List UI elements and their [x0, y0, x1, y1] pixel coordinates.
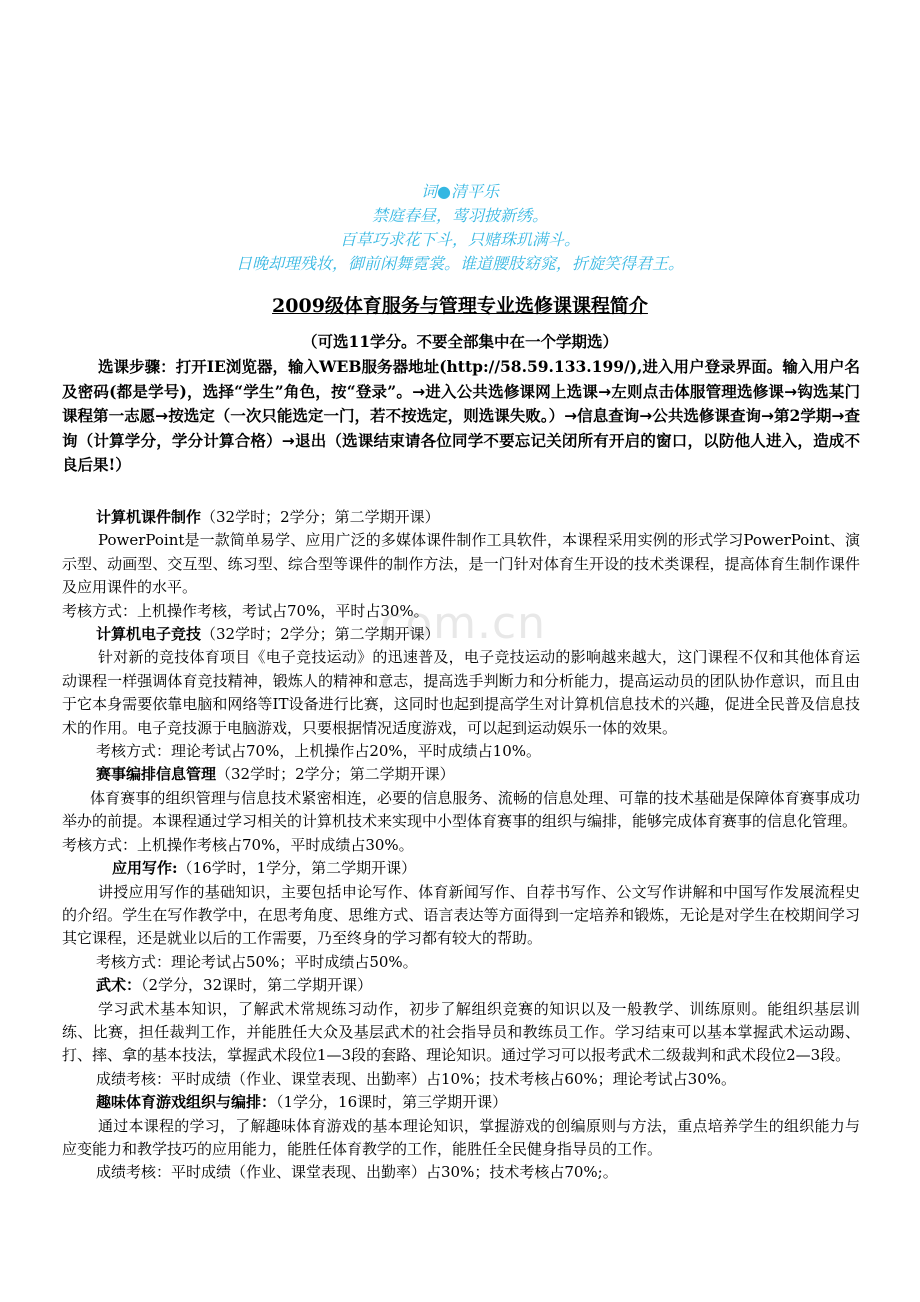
- course-name: 应用写作:: [112, 859, 178, 878]
- step: 退出（选课结束请各位同学不要忘记关闭所有开启的窗口，以防他人进入，造成不良后果!）: [62, 430, 860, 474]
- arrow-icon: →: [598, 382, 612, 401]
- course-list: [62, 506, 860, 1185]
- course-selection-steps: [62, 355, 860, 478]
- course-heading: [62, 1091, 860, 1114]
- course-assessment: 成绩考核：平时成绩（作业、课堂表现、出勤率）占30%；技术考核占70%;。: [96, 1163, 618, 1182]
- arrow-icon: →: [639, 407, 653, 425]
- course-assessment: 考核方式：理论考试占70%，上机操作占20%，平时成绩占10%。: [96, 742, 542, 761]
- course-assessment: 成绩考核：平时成绩（作业、课堂表现、出勤率）占10%；技术考核占60%；理论考试占30%。: [96, 1069, 737, 1088]
- arrow-icon: →: [281, 431, 295, 450]
- course-heading: [62, 506, 860, 529]
- poem-line: 禁庭春昼，莺羽披新绣。: [371, 206, 548, 225]
- course-description: 针对新的竞技体育项目《电子竞技运动》的迅速普及，电子竞技运动的影响越来越大，这门课程不仅和其他体育运动课程一样强调体育竞技精神，锻炼人的精神和意志，提高选手判断力和分析能力，提高运动员的团队协作意识，而且由于它本身需要依靠电脑和网络等IT设备进行比赛，这同时也起到提高学生对计算机信息技术的兴趣，促进全民普及信息技术的作用。电子竞技源于电脑游戏，只要根据情况适度游戏，可以起到运动娱乐一体的效果。: [62, 648, 860, 737]
- course-assessment: 考核方式：上机操作考核，考试占70%，平时占30%。: [62, 601, 429, 620]
- poem-line: 日晚却理残妆，御前闲舞霓裳。谁道腰肢窈窕，折旋笑得君王。: [235, 254, 684, 273]
- watermark: com.cn: [380, 598, 547, 649]
- document-title: 2009级体育服务与管理专业选修课课程简介: [272, 295, 648, 317]
- step: 查询（计算学分，学分计算合格）: [62, 406, 860, 450]
- course-heading: [62, 857, 860, 880]
- arrow-icon: →: [155, 407, 169, 425]
- step: 按选定（一次只能选定一门，若不按选定，则选课失败。）: [168, 406, 565, 425]
- course-description: 体育赛事的组织管理与信息技术紧密相连，必要的信息服务、流畅的信息处理、可靠的技术基础是保障体育赛事成功举办的前提。本课程通过学习相关的计算机技术来实现中小型体育赛事的组织与编排，能够完成体育赛事的信息化管理。: [62, 788, 860, 831]
- arrow-icon: →: [412, 382, 426, 401]
- document-subtitle: （可选11学分。不要全部集中在一个学期选）: [301, 332, 619, 351]
- course-heading: [62, 974, 860, 997]
- course-name: 趣味体育游戏组织与编排：: [96, 1093, 277, 1112]
- course-meta: （32学时；2学分；第二学期开课）: [201, 625, 440, 644]
- step: 公共选修课查询: [652, 406, 761, 425]
- course-name: 武术：: [96, 976, 142, 995]
- course-description: 学习武术基本知识，了解武术常规练习动作，初步了解组织竞赛的知识以及一般教学、训练原则。能组织基层训练、比赛，担任裁判工作，并能胜任大众及基层武术的社会指导员和教练员工作。学习结束可以基本掌握武术运动踢、打、摔、拿的基本技法，掌握武术段位1—3段的套路、理论知识。通过学习可以报考武术二级裁判和武术段位2—3段。: [62, 999, 860, 1065]
- course-heading: [62, 623, 860, 646]
- course-description: 讲授应用写作的基础知识，主要包括申论写作、体育新闻写作、自荐书写作、公文写作讲解和中国写作发展流程史的介绍。学生在写作教学中，在思考角度、思维方式、语言表达等方面得到一定培养和锻炼，无论是对学生在校期间学习其它课程，还是就业以后的工作需要，乃至终身的学习都有较大的帮助。: [62, 882, 860, 948]
- poem-title: 词●清平乐: [421, 182, 499, 201]
- step: 钩选某门课程第一志愿: [62, 381, 860, 425]
- course-meta: （16学时，1学分，第二学期开课）: [177, 859, 417, 878]
- course-name: 计算机课件制作: [96, 508, 202, 526]
- course-meta: （2学分，32课时，第二学期开课）: [141, 976, 373, 995]
- course-description: 通过本课程的学习，了解趣味体育游戏的基本理论知识，掌握游戏的创编原则与方法，重点培养学生的组织能力与应变能力和教学技巧的应用能力，能胜任体育教学的工作，能胜任全民健身指导员的工作。: [62, 1116, 860, 1158]
- poem: [0, 180, 920, 276]
- course-meta: （32学时；2学分；第二学期开课）: [216, 765, 455, 784]
- course-heading: [62, 763, 860, 786]
- arrow-icon: →: [761, 407, 774, 425]
- poem-line: 百草巧求花下斗，只赌珠玑满斗。: [339, 230, 580, 249]
- step: 第2学期: [774, 406, 832, 425]
- course-description: PowerPoint是一款简单易学、应用广泛的多媒体课件制作工具软件，本课程采用实例的形式学习PowerPoint、演示型、动画型、交互型、练习型、综合型等课件的制作方法，是一门针对体育生开设的技术类课程，提高体育生制作课件及应用课件的水平。: [62, 531, 860, 597]
- course-name: 赛事编排信息管理: [96, 765, 217, 784]
- course-meta: （32学时；2学分；第二学期开课）: [201, 508, 440, 526]
- arrow-icon: →: [564, 407, 578, 425]
- course-name: 计算机电子竞技: [96, 625, 202, 644]
- step: 左则点击体服管理选修课: [611, 381, 785, 401]
- course-assessment: 考核方式：上机操作考核占70%，平时成绩占30%。: [62, 835, 414, 854]
- arrow-icon: →: [831, 407, 845, 425]
- step: 信息查询: [577, 406, 640, 425]
- arrow-icon: →: [784, 382, 798, 401]
- step: 进入公共选修课网上选课: [425, 381, 599, 401]
- course-assessment: 考核方式：理论考试占50%；平时成绩占50%。: [96, 952, 418, 971]
- course-meta: （1学分，16课时，第三学期开课）: [276, 1093, 508, 1112]
- steps-intro: 选课步骤：打开IE浏览器，输入WEB服务器地址(http://58.59.133.199/),进入用户登录界面。输入用户名及密码(都是学号)，选择“学生”角色，按“登录”。: [62, 357, 860, 401]
